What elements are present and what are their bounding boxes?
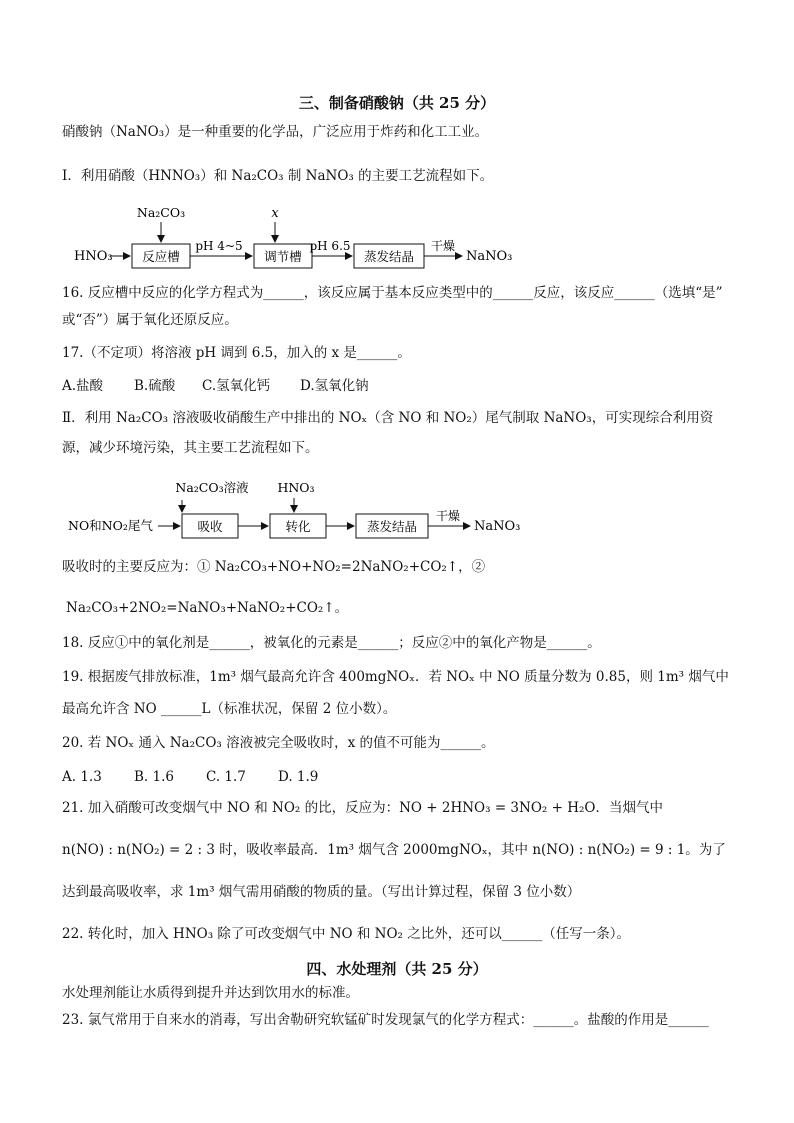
part2-line2: 源，减少环境污染，其主要工艺流程如下。 xyxy=(62,440,319,456)
q16-line1: 16. 反应槽中反应的化学方程式为______，该反应属于基本反应类型中的______反应，该反应______（选填“是” xyxy=(62,285,723,301)
flow2-input: NO和NO₂尾气 xyxy=(68,518,153,533)
q17-option-b: B.硫酸 xyxy=(134,378,176,394)
flow1-output: NaNO₃ xyxy=(466,249,513,264)
q23-text: 23. 氯气常用于自来水的消毒，写出舍勒研究软锰矿时发现氯气的化学方程式：______。盐酸的作用是______ xyxy=(62,1012,709,1028)
q22-text: 22. 转化时，加入 HNO₃ 除了可改变烟气中 NO 和 NO₂ 之比外，还可以______（任写一条）。 xyxy=(62,926,630,942)
q20-option-d: D. 1.9 xyxy=(278,769,319,785)
q21-line3: 达到最高吸收率，求 1m³ 烟气需用硝酸的物质的量。（写出计算过程，保留 3 位小数） xyxy=(62,884,581,900)
section-title: 三、制备硝酸钠（共 25 分） xyxy=(298,94,496,112)
flow2-box-crystallize-label: 蒸发结晶 xyxy=(366,519,418,534)
flow2-arrow-label: 干燥 xyxy=(435,509,461,523)
q20-option-a: A. 1.3 xyxy=(62,769,102,785)
q17-option-d: D.氢氧化钠 xyxy=(300,378,369,394)
part2-line1: Ⅱ．利用 Na₂CO₃ 溶液吸收硝酸生产中排出的 NOₓ（含 NO 和 NO₂）尾气制取 NaNO₃，可实现综合利用资 xyxy=(62,410,714,426)
q20-text: 20. 若 NOₓ 通入 Na₂CO₃ 溶液被完全吸收时，x 的值不可能为______。 xyxy=(62,735,495,751)
flow1-arrow-label-1: pH 4~5 xyxy=(195,239,243,253)
q21-line1: 21. 加入硝酸可改变烟气中 NO 和 NO₂ 的比，反应为：NO + 2HNO₃ = 3NO₂ + H₂O．当烟气中 xyxy=(62,800,663,816)
process-flow-diagram-2 xyxy=(62,478,542,542)
process-flow-diagram-1 xyxy=(62,200,532,272)
q17-option-a: A.盐酸 xyxy=(62,378,104,394)
flow1-box-adjust-label: 调节槽 xyxy=(264,249,302,264)
flow2-top-label-2: HNO₃ xyxy=(277,480,315,495)
absorption-reaction-2: Na₂CO₃+2NO₂=NaNO₃+NaNO₂+CO₂↑。 xyxy=(66,600,349,616)
flow2-box-absorb-label: 吸收 xyxy=(197,519,223,534)
absorption-reaction-1: 吸收时的主要反应为：① Na₂CO₃+NO+NO₂=2NaNO₂+CO₂↑，② xyxy=(62,559,486,575)
section4-title: 四、水处理剂（共 25 分） xyxy=(306,960,488,978)
q20-option-c: C. 1.7 xyxy=(206,769,246,785)
section-intro: 硝酸钠（NaNO₃）是一种重要的化学品，广泛应用于炸药和化工工业。 xyxy=(62,124,489,140)
q17-option-c: C.氢氧化钙 xyxy=(202,378,271,394)
q18-text: 18. 反应①中的氧化剂是______，被氧化的元素是______；反应②中的氧化产物是______。 xyxy=(62,635,601,651)
flow1-top-label-2: x xyxy=(271,206,279,221)
q17-text: 17.（不定项）将溶液 pH 调到 6.5，加入的 x 是______。 xyxy=(62,345,411,361)
flow1-input: HNO₃ xyxy=(74,249,113,264)
q21-line2: n(NO) : n(NO₂) = 2 : 3 时，吸收率最高．1m³ 烟气含 2000mgNOₓ，其中 n(NO) : n(NO₂) = 9 : 1。为了 xyxy=(62,842,726,858)
flow1-box-reactor-label: 反应槽 xyxy=(142,249,180,264)
q19-line1: 19. 根据废气排放标准，1m³ 烟气最高允许含 400mgNOₓ．若 NOₓ 中 NO 质量分数为 0.85，则 1m³ 烟气中 xyxy=(62,669,729,685)
section4-intro: 水处理剂能让水质得到提升并达到饮用水的标准。 xyxy=(62,985,359,1001)
flow1-arrow-label-2: pH 6.5 xyxy=(309,239,351,253)
part1-heading: Ⅰ．利用硝酸（HNNO₃）和 Na₂CO₃ 制 NaNO₃ 的主要工艺流程如下。 xyxy=(62,168,494,184)
q16-line2: 或“否”）属于氧化还原反应。 xyxy=(62,312,238,328)
flow2-top-label-1: Na₂CO₃溶液 xyxy=(175,480,249,495)
flow2-output: NaNO₃ xyxy=(474,519,521,534)
flow1-top-label-1: Na₂CO₃ xyxy=(136,205,186,220)
flow2-box-convert-label: 转化 xyxy=(285,519,311,534)
q20-option-b: B. 1.6 xyxy=(134,769,174,785)
q19-line2: 最高允许含 NO ______L（标准状况，保留 2 位小数）。 xyxy=(62,701,397,717)
flow1-box-crystallize-label: 蒸发结晶 xyxy=(363,249,415,264)
flow1-arrow-label-3: 干燥 xyxy=(430,239,456,253)
